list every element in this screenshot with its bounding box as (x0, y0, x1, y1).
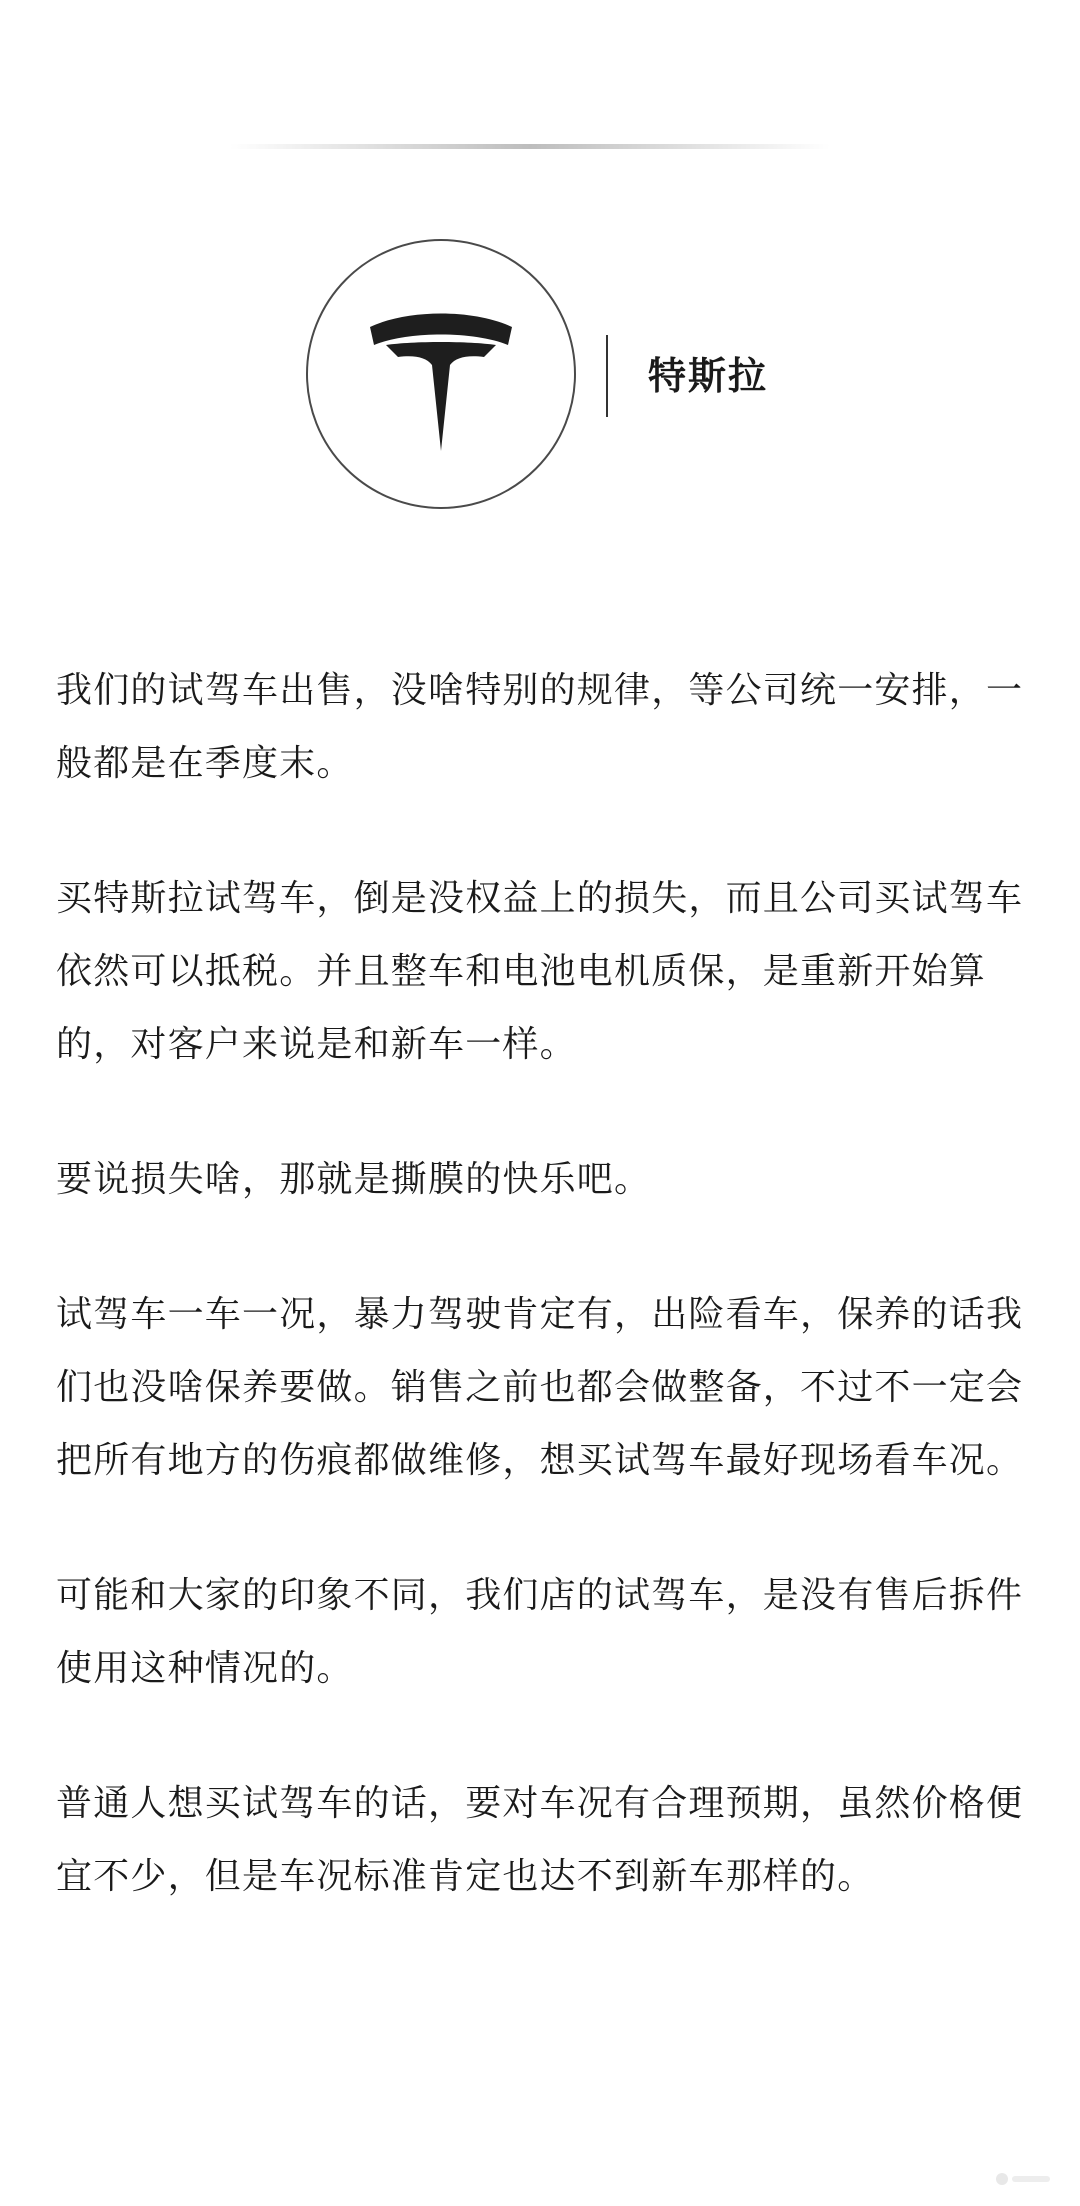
paragraph: 普通人想买试驾车的话，要对车况有合理预期，虽然价格便宜不少，但是车况标准肯定也达不到新车那样的。 (56, 1783, 1024, 1897)
top-divider (230, 141, 830, 153)
brand-logo (306, 239, 576, 509)
brand-name: 特斯拉 (648, 354, 769, 398)
paragraph: 我们的试驾车出售，没啥特别的规律，等公司统一安排，一般都是在季度末。 (56, 670, 1024, 784)
tesla-logo-icon (308, 241, 574, 507)
paragraph: 试驾车一车一况，暴力驾驶肯定有，出险看车，保养的话我们也没啥保养要做。销售之前也都会做整备，不过不一定会把所有地方的伤痕都做维修，想买试驾车最好现场看车况。 (56, 1294, 1024, 1481)
paragraph: 要说损失啥，那就是撕膜的快乐吧。 (56, 1159, 652, 1200)
paragraph: 买特斯拉试驾车，倒是没权益上的损失，而且公司买试驾车依然可以抵税。并且整车和电池电机质保，是重新开始算的，对客户来说是和新车一样。 (56, 878, 1024, 1065)
paragraph: 可能和大家的印象不同，我们店的试驾车，是没有售后拆件使用这种情况的。 (56, 1575, 1024, 1689)
brand-divider (606, 335, 608, 417)
article-body (56, 654, 1036, 1975)
watermark-icon (994, 2170, 1054, 2188)
